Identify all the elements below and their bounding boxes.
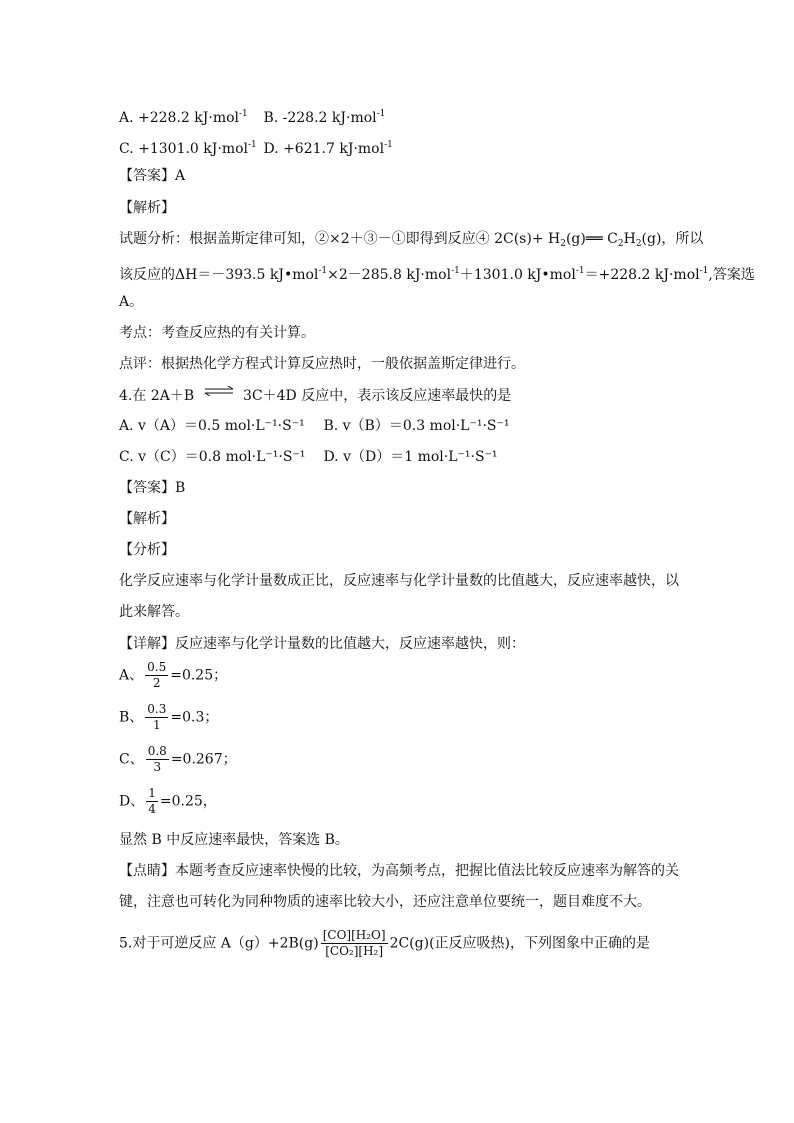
q3-analysis-line1: 试题分析：根据盖斯定律可知，②×2＋③－①即得到反应④ $2C(s)+ H_2(g)══$ $C_2H_2(g)$，所以 (119, 231, 704, 249)
q4-conclusion: 显然 B 中反应速率最快，答案选 B。 (119, 832, 349, 848)
q3-dianping: 点评：根据热化学方程式计算反应热时，一般依据盖斯定律进行。 (119, 356, 525, 372)
q4-calc-b: B、 $\frac{0.3}{1}$ =0.3； (119, 702, 219, 732)
q4-note-line2: 键，注意也可转化为同种物质的速率比较大小，还应注意单位要统一，题目难度不大。 (119, 894, 651, 910)
q4-option-a: A. v（A）＝0.5 mol·L⁻¹·S⁻¹ (119, 418, 305, 434)
q4-option-c: C. v（C）＝0.8 mol·L⁻¹·S⁻¹ (119, 449, 306, 465)
q4-options-row1 (119, 416, 510, 436)
q4-analysis-heading: 【解析】 (119, 511, 175, 527)
q4-options-row2 (119, 447, 498, 467)
q4-calc-c: C、 $\frac{0.8}{3}$ =0.267； (119, 744, 237, 774)
q3-option-c: C. +1301.0 kJ·mol$^{-1}$ (119, 140, 257, 157)
q3-option-b: B. -228.2 kJ·mol$^{-1}$ (263, 109, 386, 126)
q5-stem: 5.对于可逆反应 A（g）+2B(g) $\frac{\text{[CO][H₂O]}}{\text{[CO₂][H₂]}}$ 2C(g)(正反应吸热)，下列图象中正确的是 (119, 928, 650, 958)
q3-option-d: D. +621.7 kJ·mol$^{-1}$ (263, 140, 393, 157)
q4-fenxi-heading: 【分析】 (119, 542, 175, 558)
q3-options-row2 (119, 135, 393, 159)
q4-note-line1: 【点睛】本题考查反应速率快慢的比较，为高频考点，把握比值法比较反应速率为解答的关 (119, 863, 679, 879)
q3-analysis-line2: 该反应的ΔH＝－393.5 kJ•mol$^{-1}$×2－285.8 kJ·mol$^{-1}$＋1301.0 kJ•mol$^{-1}$＝+228.2 kJ·mol$^{-1}$,答案选 (119, 266, 755, 283)
q3-analysis-line3: A。 (119, 294, 144, 310)
q4-option-d: D. v（D）＝1 mol·L⁻¹·S⁻¹ (323, 449, 498, 465)
q4-stem: 4.在 2A＋B 3C＋4D 反应中，表示该反应速率最快的是 (119, 386, 511, 406)
q4-fenxi-line1: 化学反应速率与化学计量数成正比，反应速率与化学计量数的比值越大，反应速率越快，以 (119, 573, 679, 589)
q3-analysis-heading: 【解析】 (119, 200, 175, 216)
q3-options-row1 (119, 104, 385, 128)
q4-calc-d: D、 $\frac{1}{4}$ =0.25， (119, 786, 217, 816)
q4-option-b: B. v（B）＝0.3 mol·L⁻¹·S⁻¹ (323, 418, 510, 434)
q4-fenxi-line2: 此来解答。 (119, 604, 189, 620)
q3-answer: 【答案】A (119, 168, 186, 184)
q3-kaodian: 考点：考查反应热的有关计算。 (119, 325, 315, 341)
q4-calc-a: A、 $\frac{0.5}{2}$ =0.25； (119, 660, 228, 690)
reversible-arrow-icon (203, 382, 235, 402)
q3-option-a: A. +228.2 kJ·mol$^{-1}$ (119, 109, 248, 126)
q4-answer: 【答案】B (119, 480, 186, 496)
q4-detail: 【详解】反应速率与化学计量数的比值越大，反应速率越快，则： (119, 636, 525, 652)
